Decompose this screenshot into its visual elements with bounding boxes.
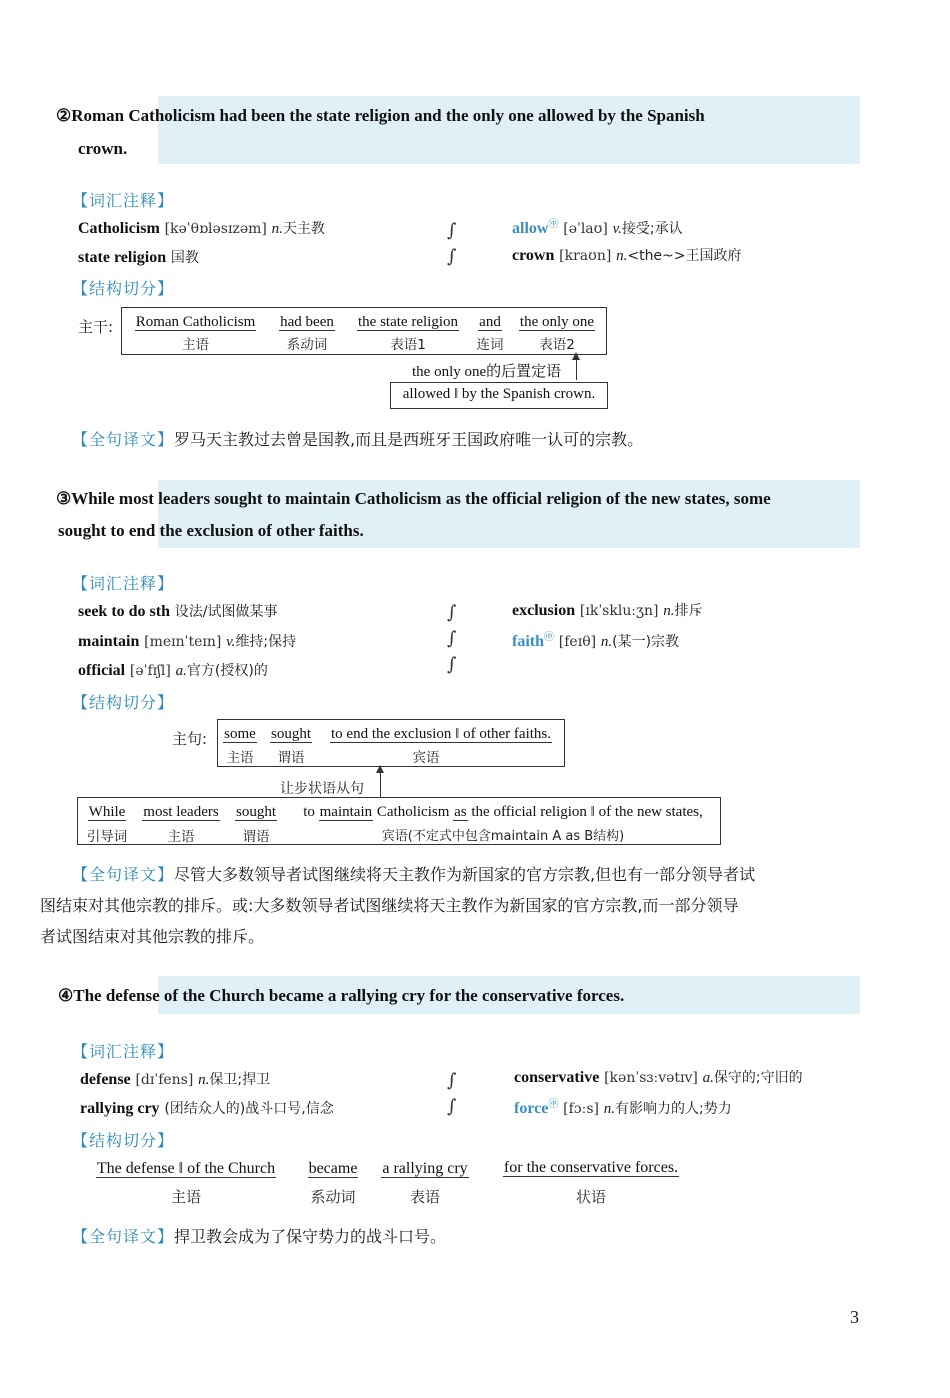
trunk-box: Roman Catholicism 主语 had been 系动词 the state religion 表语1 and 连词 the only one 表语2 (121, 307, 607, 355)
sentence-3-vocab-label: 【词汇注释】 (72, 574, 175, 593)
part-verb-role: 系动词 (310, 1188, 356, 1206)
trunk-label: 主干: (78, 318, 114, 336)
page-number: 3 (850, 1307, 859, 1327)
sentence-2-translation: 【全句译文】罗马天主教过去曾是国教,而且是西班牙王国政府唯一认可的宗教。 (72, 430, 644, 449)
part-subject-role: 主语 (170, 1188, 201, 1206)
modifier-box: allowed ‖ by the Spanish crown. (390, 382, 608, 409)
concessive-clause-box: While 引导词 most leaders 主语 sought 谓语 to maintain Catholicism as the official religion ‖ of the new states, 宾语(不定式中包含maintain A as B结构) (77, 797, 721, 845)
main-clause-box: some 主语 sought 谓语 to end the exclusion ‖ of other faiths. 宾语 (217, 719, 565, 767)
vocab-item: exclusion [ɪkˈskluːʒn] n.排斥 (512, 602, 703, 619)
vocab-item: defense [dɪˈfens] n.保卫;捍卫 (80, 1071, 271, 1088)
sentence-3-line-1: ③While most leaders sought to maintain Catholicism as the official religion of the new states, some (56, 489, 771, 508)
sentence-3-translation-line-2: 图结束对其他宗教的排斥。或:大多数领导者试图继续将天主教作为新国家的官方宗教,而一部分领导 (40, 896, 739, 915)
sentence-3-line-2: sought to end the exclusion of other faiths. (58, 521, 364, 540)
modifier-note: the only one的后置定语 (412, 364, 562, 380)
clause-note: 让步状语从句 (280, 781, 364, 797)
vocab-item: state religion 国教 (78, 249, 199, 266)
wavy-divider-icon: ∫ ∫ (447, 220, 457, 267)
main-clause-label: 主句: (172, 730, 208, 748)
vocab-item: Catholicism [kəˈθɒləsɪzəm] n.天主教 (78, 220, 325, 237)
part-adverbial: for the conservative forces. (503, 1159, 679, 1176)
up-arrow-icon (576, 358, 577, 380)
up-arrow-icon (380, 771, 381, 797)
vocab-item: official [əˈfɪʃl] a.官方(授权)的 (78, 662, 268, 679)
vocab-item: crown [kraʊn] n.<the~>王国政府 (512, 247, 742, 264)
part-verb: became (308, 1160, 358, 1177)
sentence-2-line-1: ②Roman Catholicism had been the state religion and the only one allowed by the Spanish (56, 106, 705, 125)
sentence-4-struct-label: 【结构切分】 (72, 1131, 175, 1150)
sentence-2-line-2: crown. (78, 139, 128, 158)
sentence-3-translation: 【全句译文】尽管大多数领导者试图继续将天主教作为新国家的官方宗教,但也有一部分领导者试 (72, 865, 756, 884)
sentence-2-struct-label: 【结构切分】 (72, 279, 175, 298)
vocab-item: maintain [meɪnˈteɪn] v.维持;保持 (78, 633, 297, 650)
sentence-4: ④The defense of the Church became a rallying cry for the conservative forces. (58, 986, 625, 1005)
up-arrow-head (572, 352, 580, 360)
up-arrow-head (376, 765, 384, 773)
vocab-item: conservative [kənˈsɜːvətɪv] a.保守的;守旧的 (514, 1069, 803, 1086)
sentence-2-vocab-label: 【词汇注释】 (72, 191, 175, 210)
vocab-item: force㊥ [fɔːs] n.有影响力的人;势力 (514, 1099, 732, 1117)
wavy-divider-icon: ∫ ∫ (447, 1070, 457, 1117)
part-adverbial-role: 状语 (575, 1188, 606, 1206)
part-predicative-role: 表语 (409, 1188, 440, 1206)
vocab-item: faith㊥ [feɪθ] n.(某一)宗教 (512, 632, 680, 650)
vocab-item: rallying cry (团结众人的)战斗口号,信念 (80, 1100, 334, 1117)
sentence-4-vocab-label: 【词汇注释】 (72, 1042, 175, 1061)
sentence-4-translation: 【全句译文】捍卫教会成为了保守势力的战斗口号。 (72, 1227, 447, 1246)
part-subject: The defense ‖ of the Church (96, 1160, 276, 1177)
sentence-3-struct-label: 【结构切分】 (72, 693, 175, 712)
sentence-3-translation-line-3: 者试图结束对其他宗教的排斥。 (40, 927, 265, 946)
wavy-divider-icon: ∫ ∫ ∫ (447, 602, 457, 675)
part-predicative: a rallying cry (382, 1160, 468, 1177)
vocab-item: allow㊥ [əˈlaʊ] v.接受;承认 (512, 219, 683, 237)
vocab-item: seek to do sth 设法/试图做某事 (78, 603, 278, 620)
